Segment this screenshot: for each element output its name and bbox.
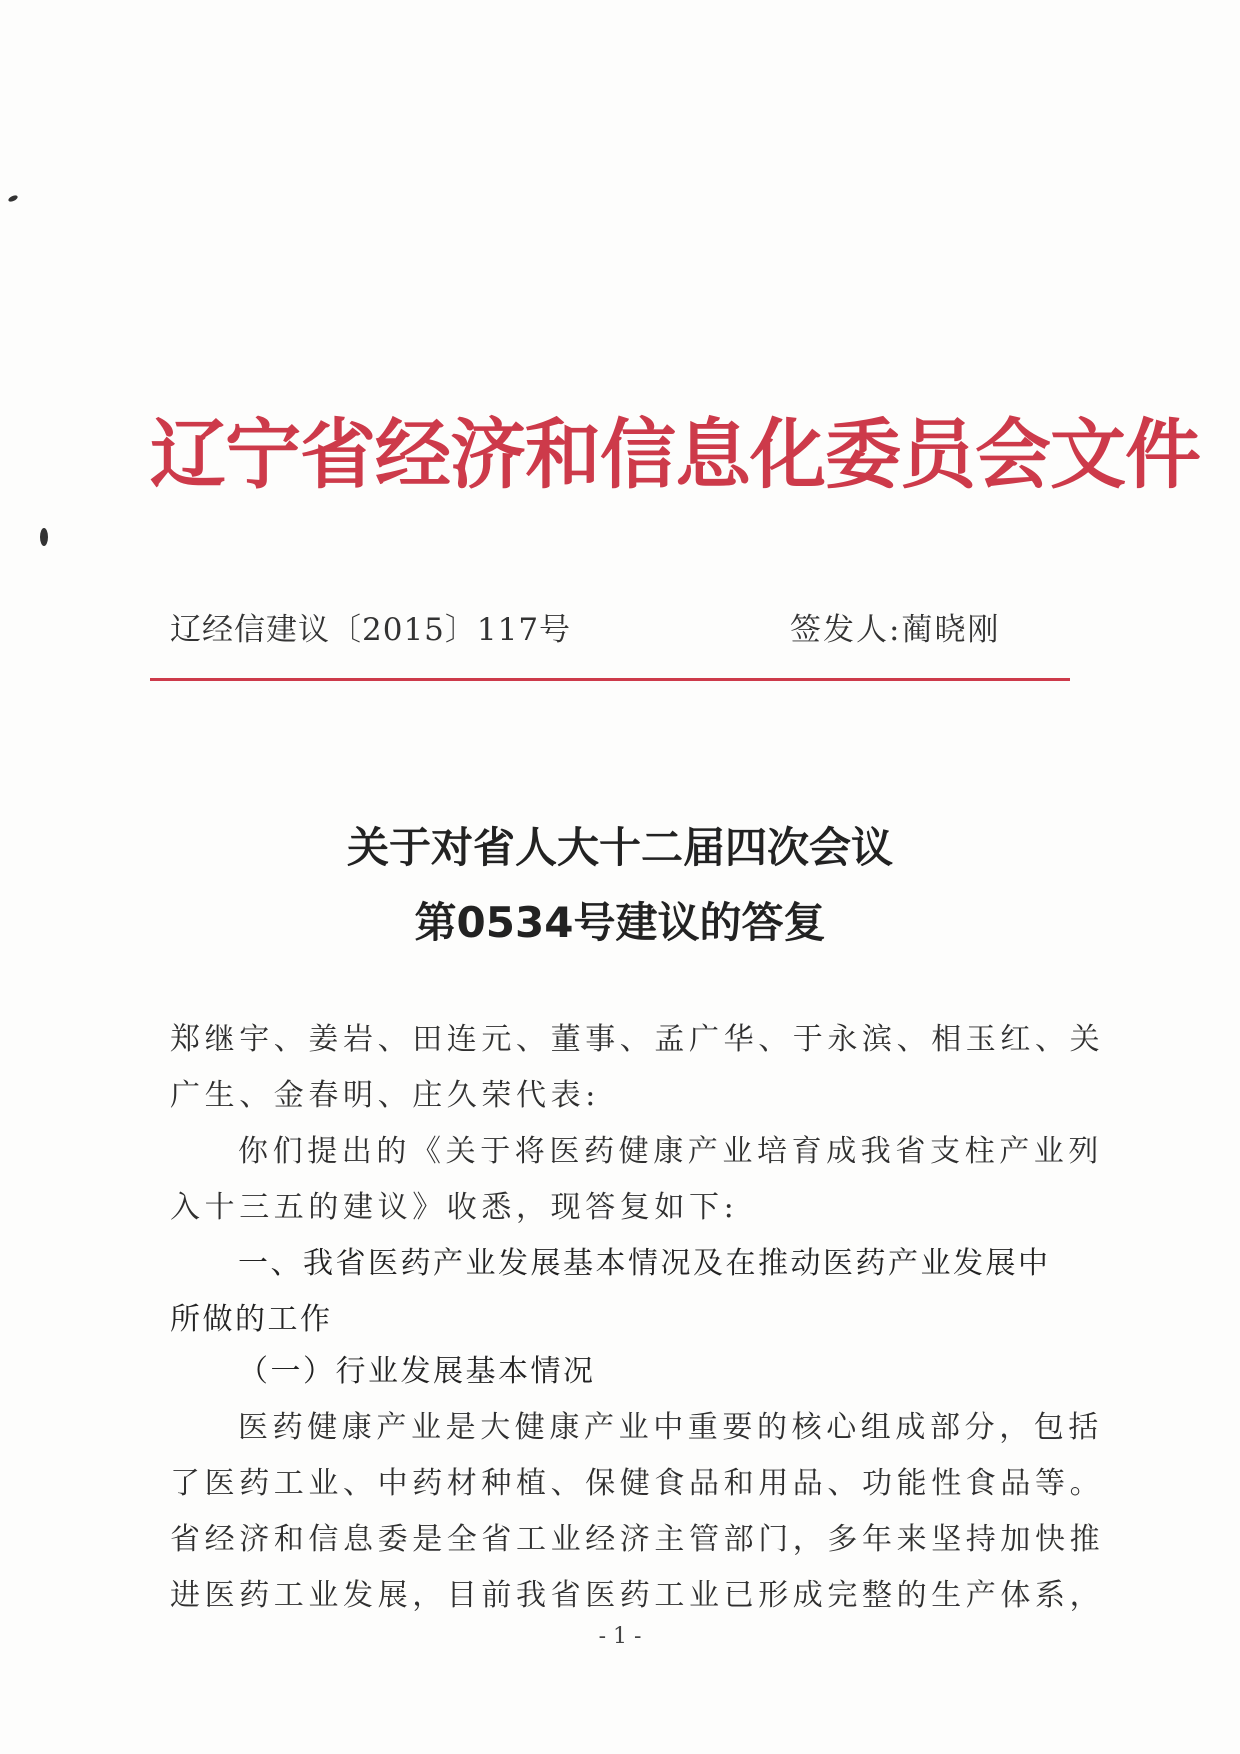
document-number: 辽经信建议〔2015〕117号: [170, 612, 572, 648]
reply-title-line-2: 第0534号建议的答复: [414, 898, 826, 947]
section-1-heading-line-2: 所做的工作: [170, 1302, 333, 1337]
paragraph-1-line-4: 进医药工业发展，目前我省医药工业已形成完整的生产体系，: [170, 1578, 1105, 1613]
addressee-line-2: 广生、金春明、庄久荣代表:: [170, 1078, 600, 1113]
org-header-title: 辽宁省经济和信息化委员会文件: [150, 410, 1200, 499]
scan-speck: [7, 194, 18, 203]
intro-line-1: 你们提出的《关于将医药健康产业培育成我省支柱产业列: [238, 1134, 1103, 1169]
document-signer: 签发人:蔺晓刚: [790, 612, 1001, 648]
paragraph-1-line-2: 了医药工业、中药材种植、保健食品和用品、功能性食品等。: [170, 1466, 1105, 1501]
section-1-heading-line-1: 一、我省医药产业发展基本情况及在推动医药产业发展中: [238, 1246, 1051, 1281]
addressee-line-1: 郑继宇、姜岩、田连元、董事、孟广华、于永滨、相玉红、关: [170, 1022, 1105, 1057]
header-divider: [150, 678, 1070, 681]
intro-line-2: 入十三五的建议》收悉，现答复如下:: [170, 1190, 739, 1225]
paragraph-1-line-1: 医药健康产业是大健康产业中重要的核心组成部分，包括: [238, 1410, 1103, 1445]
paragraph-1-line-3: 省经济和信息委是全省工业经济主管部门，多年来坚持加快推: [170, 1522, 1105, 1557]
scan-speck: [40, 528, 48, 546]
reply-title-line-1: 关于对省人大十二届四次会议: [346, 823, 893, 872]
subsection-1-heading: （一）行业发展基本情况: [238, 1354, 596, 1389]
page-number: - 1 -: [598, 1624, 642, 1649]
